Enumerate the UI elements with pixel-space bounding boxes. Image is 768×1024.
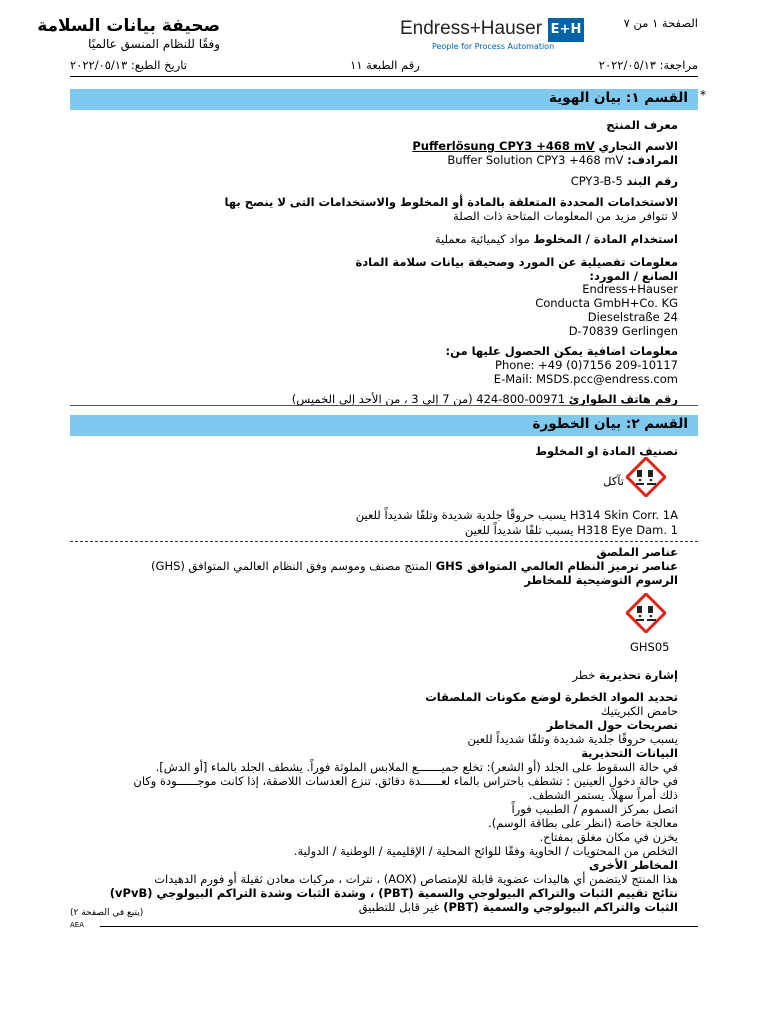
hazard-statements-label: تصريحات حول المخاطر (546, 718, 678, 732)
revision-date: مراجعة: ٢٠٢٢/٠٥/١٣ (598, 58, 698, 72)
document-subtitle: وفقًا للنظام المنسق عالميًا (88, 37, 220, 51)
address-line: Endress+Hauser (582, 282, 678, 296)
pbt-heading: نتائج تقييم الثبات والتراكم البيولوجي والسمية (PBT) ، وشدة الثبات وشدة التراكم البيولوجي (vPvB) (109, 886, 678, 900)
logo-tagline: People for Process Automation (432, 42, 555, 51)
other-hazards-value: هذا المنتج لايتضمن أي هاليدات عضوية قابلة للإمتصاص (AOX) ، نترات ، مركبات معادن ثقيلة أو فورم الدهيدات (154, 872, 678, 886)
item-number-value: CPY3-B-5 (570, 174, 623, 188)
hazard-statements-value: يسبب حروقًا جلدية شديدة وتلفًا شديداً للعين (467, 732, 678, 746)
section2-title: القسم ٢: بيان الخطورة (532, 416, 688, 432)
ghs-elements-row (78, 559, 678, 573)
contact-block (78, 358, 678, 386)
email-link[interactable]: E-Mail: MSDS.pcc@endress.com (493, 372, 678, 386)
synonym-row (78, 153, 678, 167)
pictograms-label: الرسوم التوضيحية للمخاطر (524, 573, 678, 587)
dashed-divider (70, 541, 698, 542)
address-line: Dieselstraße 24 (587, 310, 678, 324)
address-line: D-70839 Gerlingen (568, 324, 678, 338)
maker-label: الصانع / المورد: (589, 269, 678, 283)
address-line: Conducta GmbH+Co. KG (535, 296, 678, 310)
uses-heading: الاستخدامات المحددة المتعلقة بالمادة أو المخلوط والاستخدامات التى لا ينصح بها (224, 195, 678, 209)
ghs-elements-text: المنتج مصنف وموسم وفق النظام العالمي المتوافق (GHS) (151, 559, 433, 573)
label-elements-heading: عناصر الملصق (596, 545, 678, 559)
footer-code: AEA (70, 921, 87, 929)
pbt-label: الثبات والتراكم البيولوجي والسمية (PBT) (443, 900, 678, 914)
ghs05-label: GHS05 (630, 640, 670, 654)
precautionary-line: يخزن في مكان مغلق بمفتاح. (539, 830, 678, 844)
use-label: استخدام المادة / المخلوط (533, 232, 678, 246)
section1-title: القسم ١: بيان الهوية (549, 90, 688, 106)
product-identifier-heading: معرف المنتج (606, 118, 678, 132)
precautionary-line: معالجة خاصة (انظر على بطاقة الوسم). (488, 816, 678, 830)
emergency-label: رقم هاتف الطوارئ (568, 392, 678, 406)
further-info-label: معلومات اضافية يمكن الحصول عليها من: (445, 344, 678, 358)
supplier-heading: معلومات تفصيلية عن المورد وصحيفة بيانات سلامة المادة (355, 255, 678, 269)
ghs05-pictogram-icon (626, 593, 666, 633)
h318-code: H318 Eye Dam. 1 (577, 523, 678, 537)
item-number-label: رقم البند (626, 174, 678, 188)
section2-bar (70, 415, 698, 436)
section-separator (70, 405, 698, 406)
h314-text: يسبب حروقًا جلدية شديدة وتلفًا شديداً للعين (355, 508, 567, 522)
use-value: مواد كيميائية معملية (434, 232, 530, 246)
phone: Phone: +49 (0)7156 209-10117 (495, 358, 678, 372)
eh-logo-icon: E+H (548, 18, 584, 42)
section1-body (78, 118, 678, 406)
item-number-row (78, 174, 678, 188)
synonym-value: Buffer Solution CPY3 +468 mV (447, 153, 624, 167)
change-marker: * (700, 88, 706, 102)
trade-name-row (78, 139, 678, 153)
corrosion-pictogram-icon (626, 457, 666, 497)
continued-note: (يتبع في الصفحة ٢) (70, 908, 144, 918)
precautionary-label: البيانات التحذيرية (581, 746, 678, 760)
print-date: تاريخ الطبع: ٢٠٢٢/٠٥/١٣ (70, 58, 187, 72)
signal-row (78, 668, 678, 682)
precautionary-line: اتصل بمركز السموم / الطبيب فوراً (511, 802, 678, 816)
h318-text: يسبب تلفًا شديداً للعين (464, 523, 574, 537)
h314-code: H314 Skin Corr. 1A (569, 508, 678, 522)
emergency-value: 00971-800-424 (من 7 إلى 3 ، من الأحد إلى الخميس) (291, 392, 566, 406)
use-row (78, 232, 678, 246)
footer-rule (100, 926, 698, 927)
precautionary-line: التخلص من المحتويات / الحاوية وفقًا للوائح المحلية / الإقليمية / الوطنية / الدولية. (293, 844, 678, 858)
header-rule (70, 76, 698, 77)
precautionary-line: ذلك أمراً سهلاً. يستمر الشطف. (528, 788, 678, 802)
h314-row (78, 508, 678, 522)
components-value: حامض الكبريتيك (600, 704, 678, 718)
trade-name-label: الاسم التجاري (598, 139, 678, 153)
h318-row (78, 523, 678, 537)
pbt-value: غير قابل للتطبيق (358, 900, 440, 914)
hazard-details (58, 690, 678, 914)
document-title: صحيفة بيانات السلامة (37, 16, 220, 36)
uses-text: لا تتوافر مزيد من المعلومات المتاحة ذات الصلة (453, 209, 678, 223)
corrosive-label: تآكل (603, 474, 624, 488)
supplier-address (78, 282, 678, 338)
classification-heading: تصنيف المادة او المخلوط (535, 444, 678, 458)
company-logo (400, 18, 600, 58)
precautionary-line: في حالة السقوط على الجلد (أو الشعر): تخلع جميـــــــع الملابس الملوثة فوراً. يشطف الجلد بالماء [أو الدش]. (155, 760, 678, 774)
precautionary-line: في حالة دخول العينين : تشطف باحتراس بالماء لعــــــدة دقائق. تنزع العدسات اللاصقة، إذا كانت موجــــــودة وكان (133, 774, 678, 788)
trade-name-value: Pufferlösung CPY3 +468 mV (412, 139, 595, 153)
synonym-label: المرادف: (627, 153, 678, 167)
emergency-row (78, 392, 678, 406)
logo-wordmark: Endress+Hauser (400, 18, 543, 39)
components-label: تحديد المواد الخطرة لوضع مكونات الملصقات (425, 690, 678, 704)
other-hazards-label: المخاطر الأخرى (588, 858, 678, 872)
ghs-elements-label: عناصر ترميز النظام العالمي المتوافق GHS (435, 559, 678, 573)
edition-number: رقم الطبعة ١١ (350, 58, 420, 72)
section1-bar (70, 89, 698, 110)
signal-label: إشارة تحذيرية (599, 668, 678, 682)
label-elements-block (78, 545, 678, 587)
page-number: الصفحة ١ من ٧ (623, 16, 698, 30)
signal-value: خطر (572, 668, 596, 682)
